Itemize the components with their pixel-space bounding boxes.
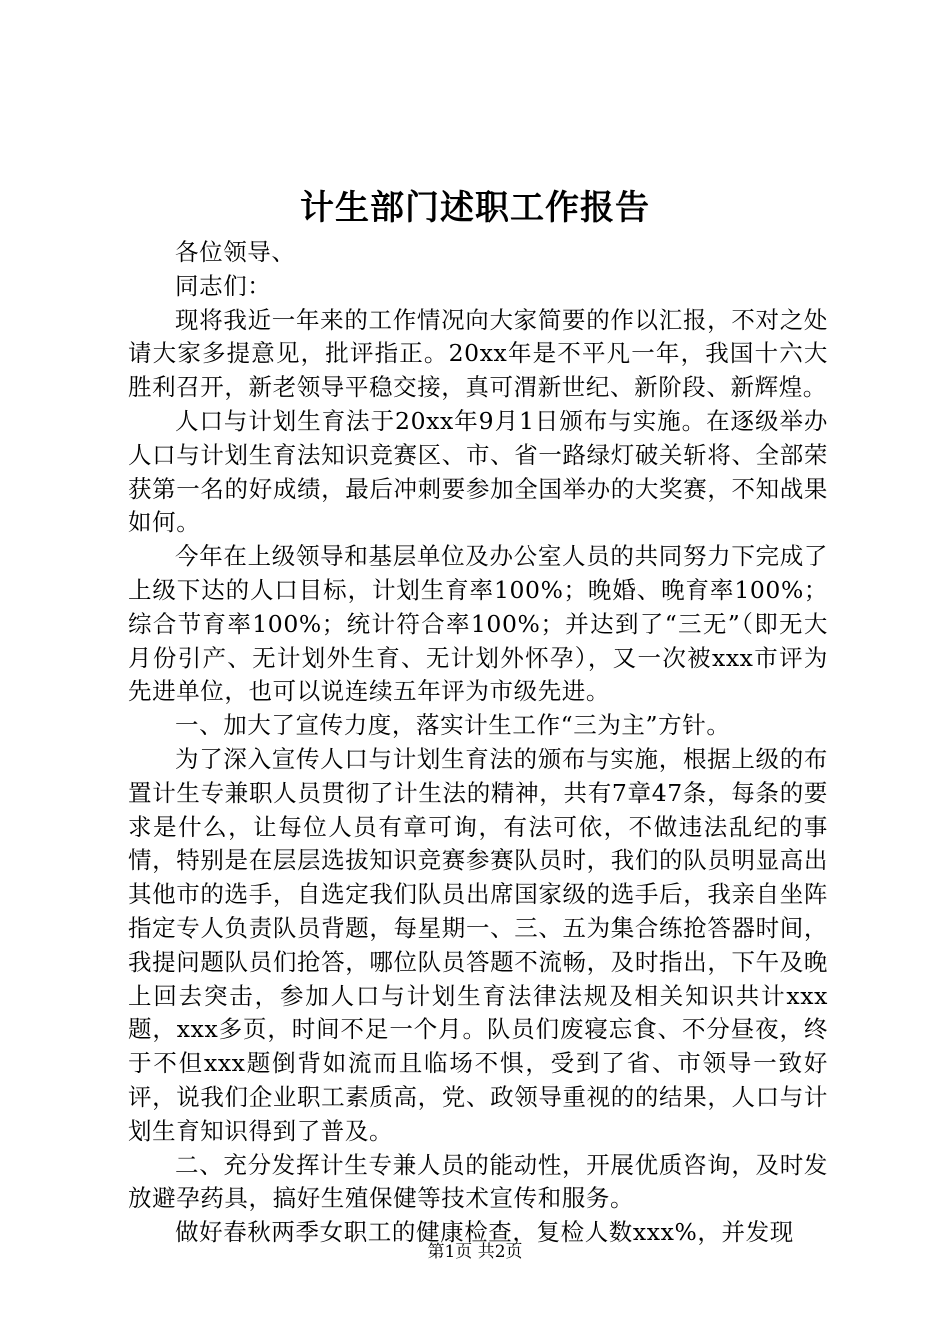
page-footer: 第1页 共2页 (427, 1242, 523, 1262)
paragraph-publicity: 为了深入宣传人口与计划生育法的颁布与实施，根据上级的布置计生专兼职人员贯彻了计生法的精神，共有7章47条，每条的要求是什么，让每位人员有章可询，有法可依，不做违法乱纪的事情，特别是在层层选拔知识竞赛参赛队员时，我们的队员明显高出其他市的选手，自选定我们队员出席国家级的选手后，我亲自坐阵指定专人负责队员背题，每星期一、三、五为集合练抢答器时间，我提问题队员们抢答，哪位队员答题不流畅，及时指出，下午及晚上回去突击，参加人口与计划生育法律法规及相关知识共计xxx题，xxx多页，时间不足一个月。队员们废寝忘食、不分昼夜，终于不但xxx题倒背如流而且临场不惧，受到了省、市领导一致好评，说我们企业职工素质高，党、政领导重视的的结果，人口与计划生育知识得到了普及。 (128, 744, 828, 1145)
salutation-line-2: 同志们： (175, 271, 272, 300)
paragraph-health-check: 做好春秋两季女职工的健康检查，复检人数xxx%，并发现 (175, 1218, 794, 1247)
section-heading-1: 一、加大了宣传力度，落实计生工作“三为主”方针。 (175, 711, 731, 740)
salutation-line-1: 各位领导、 (175, 238, 296, 266)
document-body (128, 236, 828, 1250)
paragraph-law: 人口与计划生育法于20xx年9月1日颁布与实施。在逐级举办人口与计划生育法知识竞赛区、市、省一路绿灯破关斩将、全部荣获第一名的好成绩，最后冲刺要参加全国举办的大奖赛，不知战果如何。 (128, 406, 828, 537)
paragraph-intro: 现将我近一年来的工作情况向大家简要的作以汇报，不对之处请大家多提意见，批评指正。20xx年是不平凡一年，我国十六大胜利召开，新老领导平稳交接，真可渭新世纪、新阶段、新辉煌。 (128, 305, 828, 402)
paragraph-achievements: 今年在上级领导和基层单位及办公室人员的共同努力下完成了上级下达的人口目标，计划生育率100%；晚婚、晚育率100%；综合节育率100%；统计符合率100%；并达到了“三无”（即无大月份引产、无计划外生育、无计划外怀孕），又一次被xxx市评为先进单位，也可以说连续五年评为市级先进。 (128, 542, 828, 706)
section-heading-2: 二、充分发挥计生专兼人员的能动性，开展优质咨询，及时发放避孕药具，搞好生殖保健等技术宣传和服务。 (128, 1150, 828, 1213)
document-title: 计生部门述职工作报告 (300, 188, 650, 228)
